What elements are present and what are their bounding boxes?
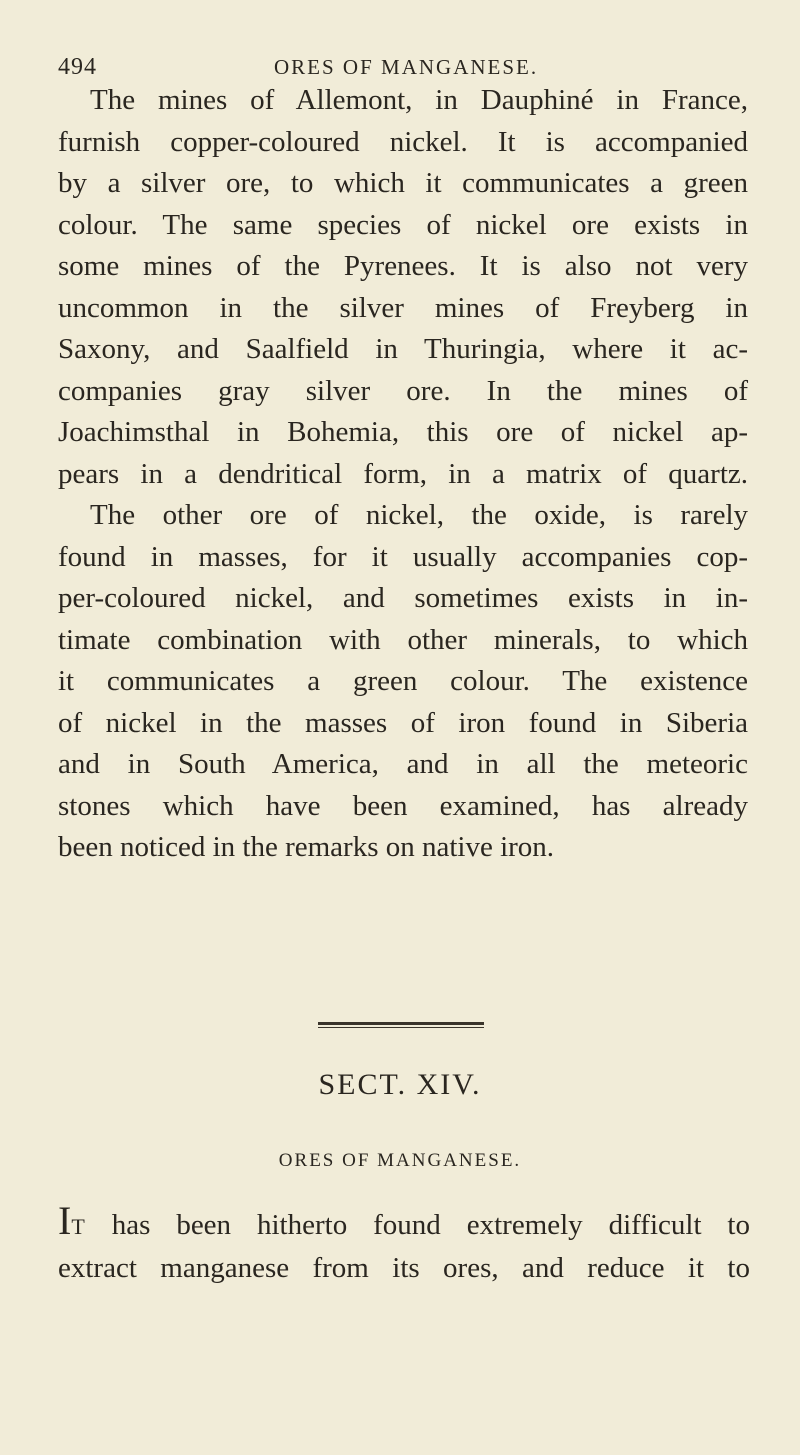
text-line: pears in a dendritical form, in a matrix of quartz. bbox=[58, 457, 748, 490]
text-line: The mines of Allemont, in Dauphiné in France, bbox=[90, 84, 748, 116]
text-line: The other ore of nickel, the oxide, is rarely bbox=[90, 499, 748, 531]
text-line: per-coloured nickel, and sometimes exists in in- bbox=[58, 582, 748, 614]
paragraph-manganese-opening bbox=[58, 1198, 750, 1289]
body-text bbox=[58, 80, 748, 869]
text-line: Saxony, and Saalfield in Thuringia, where it ac- bbox=[58, 333, 748, 365]
text-line: found in masses, for it usually accompanies cop- bbox=[58, 540, 748, 573]
text-line: been noticed in the remarks on native iron. bbox=[58, 831, 555, 863]
section-subheading: ORES OF MANGANESE. bbox=[278, 1150, 522, 1171]
section-divider-rule bbox=[318, 1022, 484, 1028]
text-line: furnish copper-coloured nickel. It is accompanied bbox=[58, 125, 748, 158]
small-capital: T bbox=[71, 1214, 86, 1239]
text-line: of nickel in the masses of iron found in Siberia bbox=[58, 706, 748, 739]
running-title: ORES OF MANGANESE. bbox=[274, 55, 539, 79]
divider-thin-line bbox=[318, 1027, 484, 1028]
text-line: some mines of the Pyrenees. It is also not very bbox=[58, 250, 748, 282]
page-number: 494 bbox=[58, 54, 97, 80]
divider-thick-line bbox=[318, 1022, 484, 1025]
text-line: by a silver ore, to which it communicates a green bbox=[58, 167, 748, 199]
text-line: it communicates a green colour. The existence bbox=[58, 665, 748, 697]
text-line: timate combination with other minerals, to which bbox=[58, 623, 748, 656]
drop-capital: I bbox=[58, 1198, 72, 1243]
paragraph-nickel-mines bbox=[58, 80, 748, 495]
text-line: uncommon in the silver mines of Freyberg in bbox=[58, 291, 748, 324]
section-heading: SECT. XIV. bbox=[318, 1068, 482, 1101]
text-line: extract manganese from its ores, and reduce it to bbox=[58, 1251, 750, 1284]
text-line: colour. The same species of nickel ore exists in bbox=[58, 208, 748, 241]
text-line: Joachimsthal in Bohemia, this ore of nickel ap- bbox=[58, 416, 748, 448]
opening-line-rest: has been hitherto found extremely difficult to bbox=[85, 1209, 750, 1241]
running-head bbox=[58, 52, 738, 82]
text-line: stones which have been examined, has already bbox=[58, 789, 748, 822]
text-line: and in South America, and in all the meteoric bbox=[58, 748, 748, 780]
opening-line bbox=[58, 1198, 750, 1248]
text-line: companies gray silver ore. In the mines of bbox=[58, 374, 748, 407]
paragraph-nickel-oxide bbox=[58, 495, 748, 869]
